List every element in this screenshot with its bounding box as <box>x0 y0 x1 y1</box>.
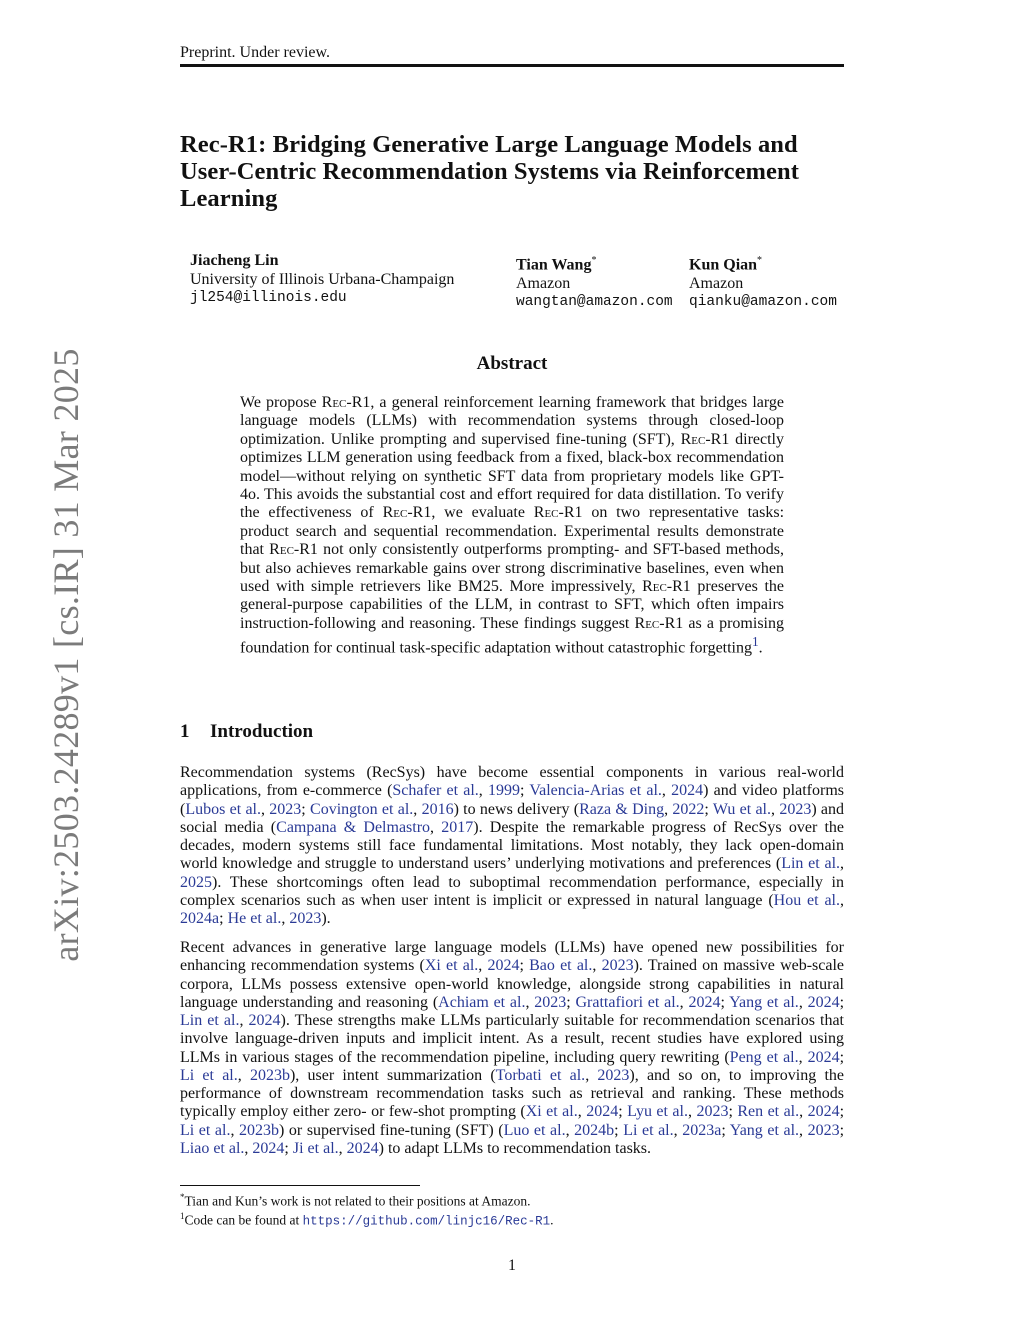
paragraph-text: , <box>592 957 602 975</box>
abstract-text: -R1 as a promising foundation for continual task-specific adaptation without catastrophic forgetting <box>240 614 784 657</box>
section-number: 1 <box>180 721 190 742</box>
citation-link[interactable]: Li et al. <box>623 1121 674 1139</box>
header-rule <box>180 64 844 67</box>
paragraph-text: ; <box>839 1048 845 1066</box>
author-email[interactable]: wangtan@amazon.com <box>516 294 673 311</box>
citation-link[interactable]: Torbati et al. <box>495 1066 586 1084</box>
abstract-text: . <box>758 639 763 657</box>
paragraph-text: , <box>244 1139 253 1157</box>
author-3 <box>689 251 837 312</box>
citation-link[interactable]: Covington et al. <box>310 800 414 818</box>
citation-link[interactable]: Schafer et al. <box>392 782 479 800</box>
paper-title: Rec-R1: Bridging Generative Large Language Models and User-Centric Recommendation Systems via Reinforcement Learning <box>180 131 800 212</box>
citation-link[interactable]: 2023 <box>779 800 812 818</box>
paragraph-text: , <box>577 1103 587 1121</box>
paragraph-text: ) and social media ( <box>180 800 845 836</box>
abstract-heading: Abstract <box>476 353 548 374</box>
paragraph-text: , <box>237 1066 250 1084</box>
citation-link[interactable]: 2024 <box>807 1048 840 1066</box>
citation-link[interactable]: Bao et al. <box>529 957 593 975</box>
code-link[interactable]: https://github.com/linjc16/Rec-R1 <box>302 1214 551 1229</box>
citation-link[interactable]: 2023 <box>289 910 322 927</box>
citation-link[interactable]: Wu et al. <box>712 800 772 818</box>
paragraph-text: , <box>239 1012 249 1029</box>
abstract-text: -R1 preserves the general-purpose capabilities of the LLM, in contrast to SFT, which often impairs instruction-following and reasoning. These findings suggest <box>240 578 784 632</box>
section-title: Introduction <box>210 721 314 742</box>
citation-link[interactable]: 2024 <box>688 993 721 1011</box>
author-email[interactable]: jl254@illinois.edu <box>190 290 347 306</box>
footnote-mark: 1 <box>180 1211 185 1221</box>
citation-link[interactable]: Hou et al. <box>773 891 840 909</box>
citation-link[interactable]: 2024 <box>671 782 704 800</box>
citation-link[interactable]: 2023 <box>534 993 567 1011</box>
citation-link[interactable]: Luo et al. <box>503 1121 566 1139</box>
citation-link[interactable]: 2023b <box>239 1121 280 1139</box>
citation-link[interactable]: Li et al. <box>180 1066 238 1084</box>
intro-paragraph-2 <box>180 939 844 1158</box>
paragraph-text: , <box>840 891 844 909</box>
author-name: Tian Wang <box>516 256 592 274</box>
author-affiliation: University of Illinois Urbana-Champaign <box>190 271 455 288</box>
citation-link[interactable]: Campana & Delmastro <box>276 818 431 836</box>
paragraph-text: ; <box>839 993 845 1011</box>
paragraph-text: , <box>338 1139 347 1157</box>
paragraph-text: ) to adapt LLMs to recommendation tasks. <box>378 1139 652 1157</box>
method-name: Rec <box>382 504 408 522</box>
citation-link[interactable]: Li et al. <box>180 1121 231 1139</box>
author-2 <box>516 251 673 312</box>
paragraph-text: ). <box>321 910 331 927</box>
paragraph-text: ; <box>721 1121 730 1139</box>
method-name: Rec <box>634 614 660 632</box>
citation-link[interactable]: 2024 <box>252 1139 285 1157</box>
citation-link[interactable]: 2016 <box>421 800 454 818</box>
paragraph-text: , <box>230 1121 240 1139</box>
citation-link[interactable]: 2023 <box>807 1121 840 1139</box>
citation-link[interactable]: Grattafiori et al. <box>575 993 680 1011</box>
citation-link[interactable]: Lyu et al. <box>627 1103 688 1121</box>
citation-link[interactable]: He et al. <box>227 910 282 927</box>
citation-link[interactable]: 2024 <box>248 1012 281 1029</box>
citation-link[interactable]: 2024a <box>180 910 220 927</box>
page-number: 1 <box>508 1257 516 1274</box>
paragraph-text: ; <box>839 1121 845 1139</box>
citation-link[interactable]: Lin et al. <box>180 1012 240 1029</box>
citation-link[interactable]: 2024 <box>586 1103 619 1121</box>
citation-link[interactable]: Lubos et al. <box>185 800 261 818</box>
citation-link[interactable]: 2024 <box>346 1139 379 1157</box>
paragraph-text: ; <box>519 957 530 975</box>
paragraph-text: , <box>687 1103 697 1121</box>
paragraph-text: , <box>281 910 290 927</box>
citation-link[interactable]: Peng et al. <box>729 1048 799 1066</box>
author-footnote-mark[interactable]: * <box>757 255 763 266</box>
citation-link[interactable]: 2023a <box>682 1121 722 1139</box>
paragraph-text: ; <box>566 993 576 1011</box>
method-name: Rec <box>642 578 667 596</box>
method-name: Rec <box>321 394 347 411</box>
paragraph-text: Recommendation systems (RecSys) have become essential components in various real-world applications, from e-commerce ( <box>180 764 844 800</box>
citation-link[interactable]: 1999 <box>487 782 520 800</box>
footnote-2 <box>180 1207 844 1232</box>
citation-link[interactable]: Achiam et al. <box>438 993 526 1011</box>
paragraph-text: , <box>478 782 488 800</box>
citation-link[interactable]: Lin et al. <box>781 855 841 873</box>
paragraph-text: ; <box>614 1121 624 1139</box>
running-header: Preprint. Under review. <box>180 44 331 61</box>
citation-link[interactable]: Raza & Ding <box>579 800 665 818</box>
paragraph-text: , <box>664 800 673 818</box>
abstract-text: We propose <box>240 394 322 411</box>
paragraph-text: ) and video platforms ( <box>180 782 844 818</box>
paragraph-text: , <box>771 800 780 818</box>
paragraph-text: ), and so on, to improving the performance of downstream recommendation tasks such as retrieval and ranking. These methods typically employ either zero- or few-shot prompting ( <box>180 1066 845 1121</box>
footnote-text: Code can be found at <box>184 1212 303 1228</box>
abstract-text: -R1 on two representative tasks: product search and sequential recommendation. Experimental results demonstrate that <box>240 504 785 559</box>
abstract-body <box>240 394 784 658</box>
citation-link[interactable]: 2023 <box>597 1066 630 1084</box>
citation-link[interactable]: 2017 <box>441 818 474 836</box>
paragraph-text: ). These strengths make LLMs particularly suitable for recommendation scenarios that involve language-driven inputs and implicit intent. As a result, recent studies have explored using LLMs in various stages of the recommendation pipeline, including query rewriting ( <box>180 1012 844 1066</box>
abstract-text: -R1, we evaluate <box>407 504 534 522</box>
paragraph-text: , <box>799 1121 808 1139</box>
paragraph-text: , <box>565 1121 575 1139</box>
paragraph-text: ; <box>519 782 530 800</box>
citation-link[interactable]: Ren et al. <box>737 1103 800 1121</box>
citation-link[interactable]: 2025 <box>180 873 212 891</box>
author-email[interactable]: qianku@amazon.com <box>689 294 837 311</box>
paragraph-text: , <box>478 957 488 975</box>
author-name: Jiacheng Lin <box>190 252 279 269</box>
citation-link[interactable]: Ji et al. <box>292 1139 339 1157</box>
method-name: Rec <box>680 430 706 448</box>
footnote-text: . <box>550 1212 554 1228</box>
paragraph-text: ; <box>720 993 730 1011</box>
paragraph-text: ; <box>301 800 311 818</box>
paragraph-text: ) or supervised fine-tuning (SFT) ( <box>279 1121 504 1139</box>
citation-link[interactable]: 2023 <box>696 1103 729 1121</box>
footnote-text: Tian and Kun’s work is not related to their positions at Amazon. <box>184 1193 531 1209</box>
author-affiliation: Amazon <box>516 275 571 293</box>
citation-link[interactable]: Yang et al. <box>729 1121 800 1139</box>
citation-link[interactable]: 2023 <box>269 800 302 818</box>
paragraph-text: ). These shortcomings often lead to suboptimal recommendation performance, especially in complex scenarios such as when user intent is implicit or expressed in natural language ( <box>180 873 844 909</box>
paragraph-text: , <box>525 993 535 1011</box>
paragraph-text: , <box>840 855 845 873</box>
citation-link[interactable]: 2024b <box>574 1121 615 1139</box>
paragraph-text: ; <box>704 800 713 818</box>
abstract-text: -R1 not only consistently outperforms prompting- and SFT-based methods, but also achieves remarkable gains over strong discriminative baselines, even when used with simple retrievers like BM25. More impressively, <box>240 541 784 596</box>
citation-link[interactable]: Valencia-Arias et al. <box>529 782 662 800</box>
paragraph-text: ) to news delivery ( <box>453 800 580 818</box>
paragraph-text: , <box>430 818 442 836</box>
paragraph-text: ; <box>839 1103 845 1121</box>
citation-link[interactable]: 2024 <box>807 993 840 1011</box>
paragraph-text: , <box>799 1103 808 1121</box>
paragraph-text: , <box>798 1048 808 1066</box>
paragraph-text: , <box>679 993 689 1011</box>
paragraph-text: ). Despite the remarkable progress of RecSys over the decades, modern systems still face fundamental limitations. Most notably, they lack open-domain world knowledge and struggle to understand users’ underlying motivations and preferences ( <box>180 818 845 873</box>
paragraph-text: , <box>585 1066 598 1084</box>
paragraph-text: ), user intent summarization ( <box>289 1066 496 1084</box>
arxiv-identifier[interactable]: arXiv:2503.24289v1 [cs.IR] 31 Mar 2025 <box>46 348 86 962</box>
author-1 <box>190 251 454 308</box>
abstract-text: -R1 directly optimizes LLM generation using feedback from a fixed, black-box recommendation model—without relying on synthetic SFT data from proprietary models like GPT-4o. This avoids the substantial cost and effort required for data distillation. To verify the effectiveness of <box>240 430 785 522</box>
paragraph-text: Recent advances in generative large language models (LLMs) have opened new possibilities for enhancing recommendation systems ( <box>180 939 844 975</box>
author-name: Kun Qian <box>689 256 758 274</box>
paragraph-text: , <box>673 1121 683 1139</box>
paragraph-text: , <box>798 993 808 1011</box>
section-heading <box>180 721 313 743</box>
citation-link[interactable]: Liao et al. <box>180 1139 245 1157</box>
paragraph-text: ; <box>618 1103 628 1121</box>
paragraph-text: ; <box>284 1139 293 1157</box>
paragraph-text: , <box>661 782 672 800</box>
author-footnote-mark[interactable]: * <box>591 255 597 266</box>
paragraph-text: ; <box>728 1103 738 1121</box>
method-name: Rec <box>533 504 559 522</box>
footnote-mark: * <box>180 1192 185 1202</box>
abstract-text: -R1, a general reinforcement learning framework that bridges large language models (LLMs) with recommendation systems through closed-loop optimization. Unlike prompting and supervised fine-tuning (SFT), <box>240 394 784 448</box>
footnote-ref[interactable]: 1 <box>752 634 759 650</box>
footnote-rule <box>180 1185 420 1186</box>
citation-link[interactable]: 2024 <box>487 957 520 975</box>
citation-link[interactable]: Xi et al. <box>424 957 479 975</box>
paragraph-text: , <box>413 800 422 818</box>
paragraph-text: , <box>261 800 270 818</box>
citation-link[interactable]: 2023b <box>249 1066 290 1084</box>
method-name: Rec <box>269 541 294 559</box>
citation-link[interactable]: 2023 <box>601 957 634 975</box>
author-affiliation: Amazon <box>689 275 744 293</box>
citation-link[interactable]: 2024 <box>807 1103 840 1121</box>
citation-link[interactable]: Yang et al. <box>729 993 799 1011</box>
paragraph-text: ; <box>219 910 228 927</box>
intro-paragraph-1 <box>180 764 844 928</box>
citation-link[interactable]: 2022 <box>672 800 705 818</box>
citation-link[interactable]: Xi et al. <box>525 1103 578 1121</box>
paragraph-text: ). Trained on massive web-scale corpora, LLMs possess extensive open-world knowledge, alongside strong capabilities in natural language understanding and reasoning ( <box>180 957 845 1011</box>
